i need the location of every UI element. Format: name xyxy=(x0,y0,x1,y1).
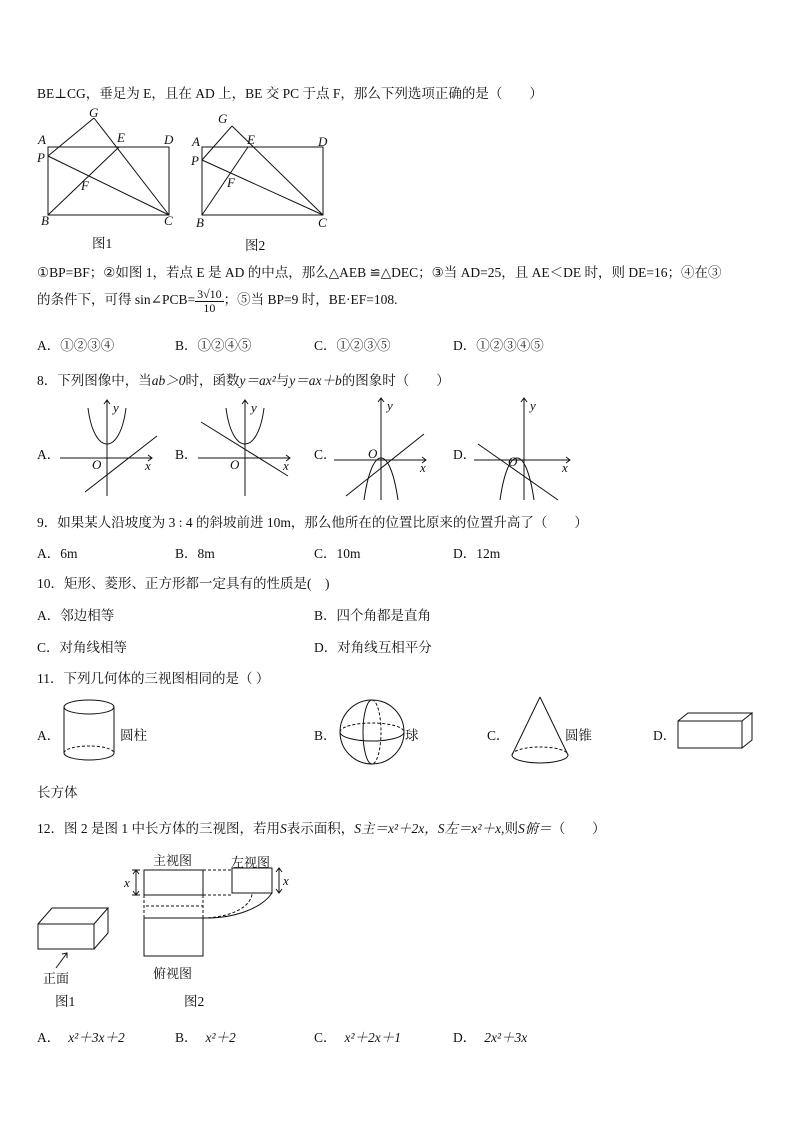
q8-graph-d xyxy=(474,396,594,506)
svg-text:x: x xyxy=(562,460,568,475)
svg-text:x: x xyxy=(420,460,426,475)
q7-option-b[interactable]: B．①②④⑤ xyxy=(175,338,252,353)
fig1-label-a: A xyxy=(38,132,46,147)
q9-stem: 9．如果某人沿坡度为 3 : 4 的斜坡前进 10m，那么他所在的位置比原来的位置升高了（ ） xyxy=(37,515,588,530)
svg-text:x: x xyxy=(145,458,151,473)
q8-graph-b xyxy=(198,398,308,498)
q8-option-a-label[interactable]: A． xyxy=(37,447,61,462)
fig2-label-d: D xyxy=(318,134,328,149)
q11-option-b-label[interactable]: B． xyxy=(314,728,337,743)
fig1-label-d: D xyxy=(164,132,174,147)
q7-statements-line1: ①BP=BF；②如图 1，若点 E 是 AD 的中点，那么△AEB ≌△DEC；③当 AD=25，且 AE＜DE 时，则 DE=16；④在③ xyxy=(37,265,722,280)
q12-option-b[interactable]: B． x²＋2 xyxy=(175,1030,236,1045)
fig2-label-p: P xyxy=(191,153,199,168)
q11-option-d-label[interactable]: D． xyxy=(653,728,677,743)
svg-text:x: x xyxy=(283,458,289,473)
q7-option-c[interactable]: C．①②③⑤ xyxy=(314,338,391,353)
fig1-label-p: P xyxy=(37,150,45,165)
q11-stem: 11．下列几何体的三视图相同的是（ ） xyxy=(37,671,270,686)
q11-option-c-label[interactable]: C． xyxy=(487,728,510,743)
q9-option-a[interactable]: A．6m xyxy=(37,546,78,561)
q12-option-c[interactable]: C． x²＋2x＋1 xyxy=(314,1030,402,1045)
q12-option-d[interactable]: D． 2x²＋3x xyxy=(453,1030,528,1045)
svg-text:O: O xyxy=(508,454,518,469)
q10-stem: 10．矩形、菱形、正方形都一定具有的性质是( ) xyxy=(37,576,330,591)
fig2-label-f: F xyxy=(227,175,235,190)
q12-fig1-caption: 图1 xyxy=(55,994,76,1009)
q10-option-a[interactable]: A．邻边相等 xyxy=(37,608,115,623)
q9-option-b[interactable]: B．8m xyxy=(175,546,215,561)
q10-option-c[interactable]: C．对角线相等 xyxy=(37,640,128,655)
q9-option-d[interactable]: D．12m xyxy=(453,546,501,561)
left-view-label: 左视图 xyxy=(231,855,271,870)
q7-option-a[interactable]: A．①②③④ xyxy=(37,338,115,353)
q11-option-c-text: 圆锥 xyxy=(565,728,592,743)
svg-text:O: O xyxy=(368,446,378,461)
svg-text:x: x xyxy=(124,875,130,890)
q10-option-d[interactable]: D．对角线互相平分 xyxy=(314,640,432,655)
q7-statements-line2: 的条件下，可得 sin∠PCB= $\frac{3√10}{10}$ ；⑤当 BP=9 时，BE·EF=108. xyxy=(37,287,398,315)
cylinder-figure xyxy=(60,697,120,769)
svg-text:y: y xyxy=(387,398,393,413)
q12-three-views xyxy=(124,862,294,972)
q7-intro: BE⊥CG，垂足为 E，且在 AD 上，BE 交 PC 于点 F，那么下列选项正确的是（ ） xyxy=(37,86,543,101)
main-view-label: 主视图 xyxy=(153,853,193,868)
q8-graph-c xyxy=(334,396,444,506)
q7-fig1-caption: 图1 xyxy=(92,236,113,251)
q8-option-d-label[interactable]: D． xyxy=(453,447,477,462)
fig1-label-f: F xyxy=(81,178,89,193)
q11-option-a-text: 圆柱 xyxy=(120,728,147,743)
top-view-label: 俯视图 xyxy=(153,966,193,981)
fig2-label-e: E xyxy=(247,132,255,147)
q12-option-a[interactable]: A． x²＋3x＋2 xyxy=(37,1030,125,1045)
svg-text:y: y xyxy=(530,398,536,413)
q8-option-b-label[interactable]: B． xyxy=(175,447,198,462)
q10-option-b[interactable]: B．四个角都是直角 xyxy=(314,608,432,623)
fig1-label-c: C xyxy=(164,213,173,228)
q8-stem: 8．下列图像中，当ab＞0时，函数y＝ax²与y＝ax＋b的图象时（ ） xyxy=(37,373,450,388)
q9-option-c[interactable]: C．10m xyxy=(314,546,361,561)
svg-text:O: O xyxy=(92,457,102,472)
q11-option-d-text: 长方体 xyxy=(37,785,78,800)
cuboid-figure xyxy=(676,711,756,753)
fig2-label-a: A xyxy=(192,134,200,149)
front-label: 正面 xyxy=(43,971,70,986)
sin-fraction: $\frac{3√10}{10}$ xyxy=(197,287,222,315)
svg-text:O: O xyxy=(230,457,240,472)
q8-graph-a xyxy=(60,398,170,498)
fig2-label-c: C xyxy=(318,215,327,230)
q7-option-d[interactable]: D．①②③④⑤ xyxy=(453,338,544,353)
q7-figure-2 xyxy=(188,103,348,233)
svg-text:y: y xyxy=(251,400,257,415)
q7-figure-1 xyxy=(34,103,194,233)
fig1-label-b: B xyxy=(41,213,49,228)
q11-option-b-text: 球 xyxy=(405,728,419,743)
svg-text:y: y xyxy=(113,400,119,415)
q7-fig2-caption: 图2 xyxy=(245,238,266,253)
fig2-label-b: B xyxy=(196,215,204,230)
fig2-label-g: G xyxy=(218,111,228,126)
fig1-label-e: E xyxy=(117,130,125,145)
q12-stem: 12．图 2 是图 1 中长方体的三视图，若用S表示面积，S主＝x²＋2x，S左＝x²＋x,则S俯＝（ ） xyxy=(37,821,606,836)
q12-fig2-caption: 图2 xyxy=(184,994,205,1009)
q11-option-a-label[interactable]: A． xyxy=(37,728,61,743)
q8-option-c-label[interactable]: C． xyxy=(314,447,337,462)
sphere-figure xyxy=(338,697,410,769)
svg-text:x: x xyxy=(283,873,289,888)
fig1-label-g: G xyxy=(89,105,99,120)
